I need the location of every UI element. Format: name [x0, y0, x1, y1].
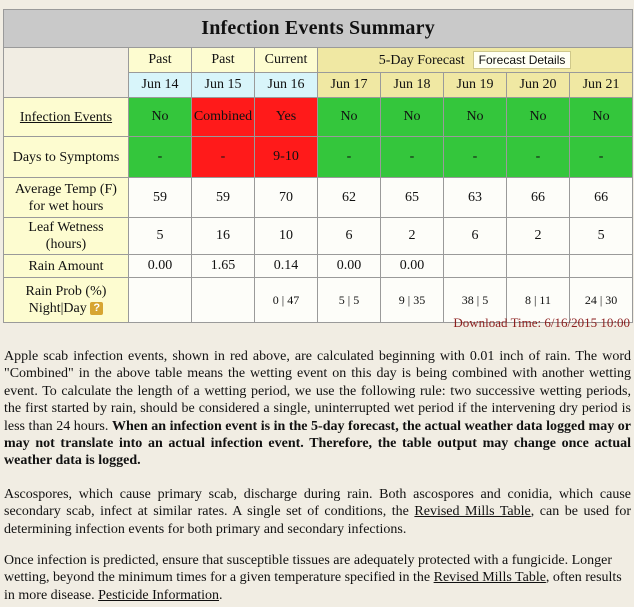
status-cell: -: [507, 137, 570, 178]
period-label: Current: [255, 48, 318, 73]
revised-mills-table-link[interactable]: Revised Mills Table: [414, 504, 531, 520]
value-cell: [444, 255, 507, 278]
value-cell: [570, 255, 633, 278]
value-cell: 9 | 35: [381, 278, 444, 323]
table-row: [4, 255, 633, 278]
pesticide-information-link[interactable]: Pesticide Information: [98, 587, 220, 603]
status-cell: No: [129, 98, 192, 137]
table-title: Infection Events Summary: [4, 10, 633, 48]
status-cell: Combined: [192, 98, 255, 137]
forecast-header: [318, 48, 633, 73]
value-cell: 59: [129, 178, 192, 218]
forecast-warning: When an infection event is in the 5-day forecast, the actual weather data logged may or may not translate into an actual infection event. Therefore, the table output may change once actual weather data is logged.: [4, 418, 631, 469]
date-header: Jun 20: [507, 73, 570, 98]
corner-cell: [4, 48, 129, 98]
ascospores-paragraph: [4, 486, 631, 538]
paragraph-text: , often results in more disease.: [4, 570, 622, 603]
status-cell: 9-10: [255, 137, 318, 178]
value-cell: 63: [444, 178, 507, 218]
status-cell: No: [318, 98, 381, 137]
row-label-line: (hours): [45, 237, 87, 252]
value-cell: [507, 255, 570, 278]
table-row: [4, 178, 633, 218]
value-cell: 10: [255, 218, 318, 255]
revised-mills-table-link[interactable]: Revised Mills Table: [433, 570, 546, 586]
forecast-details-button[interactable]: Forecast Details: [473, 51, 572, 69]
paragraph-text: Once infection is predicted, ensure that susceptible tissues are adequately protected with a fungicide. Longer wetting, beyond the minimum times for a given temperature specified in the: [4, 553, 613, 586]
row-label-line: Leaf Wetness: [28, 220, 104, 235]
paragraph-text: , can be used for determining infection events for both primary and secondary infections.: [4, 504, 631, 537]
row-label: [4, 218, 129, 255]
row-label: [4, 98, 129, 137]
value-cell: 16: [192, 218, 255, 255]
table-row: [4, 98, 633, 137]
value-cell: [192, 278, 255, 323]
row-label-line: Average Temp (F): [15, 181, 117, 197]
value-cell: 2: [381, 218, 444, 255]
status-cell: -: [570, 137, 633, 178]
status-cell: Yes: [255, 98, 318, 137]
value-cell: 24 | 30: [570, 278, 633, 323]
paragraph-text: Ascospores, which cause primary scab, discharge during rain. Both ascospores and conidia, which cause secondary scab, infect at similar rates. A single set of conditions, the: [4, 487, 631, 520]
value-cell: 59: [192, 178, 255, 218]
value-cell: 1.65: [192, 255, 255, 278]
value-cell: 5 | 5: [318, 278, 381, 323]
status-cell: -: [318, 137, 381, 178]
value-cell: 5: [570, 218, 633, 255]
help-icon[interactable]: ?: [90, 302, 103, 315]
value-cell: 66: [507, 178, 570, 218]
row-label: Days to Symptoms: [4, 137, 129, 178]
date-header: Jun 14: [129, 73, 192, 98]
paragraph-text: Apple scab infection events, shown in red above, are calculated beginning with 0.01 inch of rain. The word "Combined" in the above table means the wetting event on this day is being combined with another wetting event. To calculate the length of a wetting period, we use the following rule: two successive wetting periods, the first started by rain, should be considered a single, uninterrupted wet period if the intervening dry period is less than 24 hours.: [4, 349, 631, 434]
status-cell: -: [444, 137, 507, 178]
row-label: [4, 278, 129, 323]
date-header: Jun 16: [255, 73, 318, 98]
value-cell: 0.00: [129, 255, 192, 278]
status-cell: -: [381, 137, 444, 178]
download-time: Download Time: 6/16/2015 10:00: [453, 315, 630, 330]
infection-summary-table: [3, 9, 633, 323]
paragraph-text: .: [219, 587, 223, 603]
status-cell: No: [570, 98, 633, 137]
value-cell: 62: [318, 178, 381, 218]
infection-events-link[interactable]: Infection Events: [19, 109, 113, 125]
value-cell: 70: [255, 178, 318, 218]
value-cell: 0.00: [318, 255, 381, 278]
value-cell: 8 | 11: [507, 278, 570, 323]
period-label: Past: [129, 48, 192, 73]
status-cell: No: [381, 98, 444, 137]
value-cell: 38 | 5: [444, 278, 507, 323]
row-label: [4, 178, 129, 218]
value-cell: 2: [507, 218, 570, 255]
row-label-line: Rain Prob (%): [25, 284, 107, 299]
value-cell: 65: [381, 178, 444, 218]
value-cell: [129, 278, 192, 323]
value-cell: 66: [570, 178, 633, 218]
status-cell: No: [444, 98, 507, 137]
value-cell: 0.14: [255, 255, 318, 278]
status-cell: -: [192, 137, 255, 178]
row-label-line: Night|Day: [28, 301, 87, 316]
value-cell: 5: [129, 218, 192, 255]
explanation-paragraph: [4, 348, 631, 470]
row-label: Rain Amount: [4, 255, 129, 278]
status-cell: No: [507, 98, 570, 137]
value-cell: 6: [318, 218, 381, 255]
table-row: [4, 137, 633, 178]
value-cell: 6: [444, 218, 507, 255]
forecast-label: 5-Day Forecast: [378, 53, 465, 68]
status-cell: -: [129, 137, 192, 178]
table-row: [4, 218, 633, 255]
fungicide-paragraph: [4, 552, 631, 604]
date-header: Jun 19: [444, 73, 507, 98]
date-header: Jun 17: [318, 73, 381, 98]
row-label-line: for wet hours: [28, 198, 104, 214]
period-label: Past: [192, 48, 255, 73]
date-header: Jun 21: [570, 73, 633, 98]
date-header: Jun 18: [381, 73, 444, 98]
value-cell: 0.00: [381, 255, 444, 278]
value-cell: 0 | 47: [255, 278, 318, 323]
date-header: Jun 15: [192, 73, 255, 98]
